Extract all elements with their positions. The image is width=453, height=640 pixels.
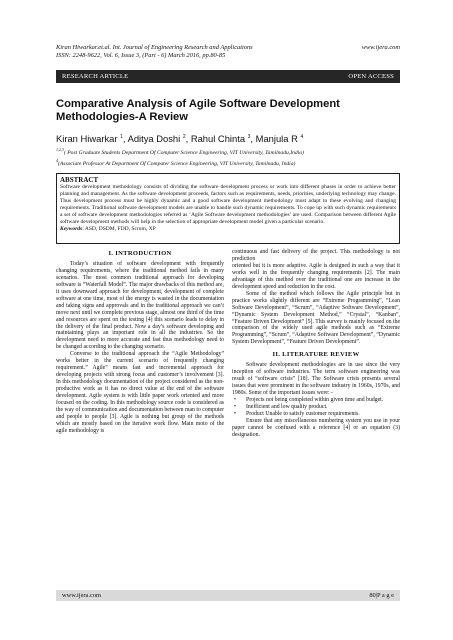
page-number: 80|P a g e (369, 592, 394, 599)
abstract-text: Software development methodology consists of dividing the software development process or work into different phases in order to achieve better planning and management. As the software development proceeds, factors such as requirements, needs, priorities, underlying technology may change. Thus development process must be highly dynamic and a good software development methodology must adapt to these evolving and changing requirements. Traditional software development models are unable to handle such dynamic requirements. To cope up with such dynamic requirements a set of software development methodologies referred as ‘Agile Software development methodologies’ are used. Comparison between different Agile software development methods will help in the selection of appropriate development model given a particular scenario. (60, 184, 396, 225)
footer-website: www.ijera.com (62, 592, 101, 599)
keywords-text: : ASD, DSDM, FDD, Scrum, XP (82, 226, 156, 232)
body-paragraph: Today’s situation of software development with frequently changing requirements, where the traditional method fails in many scenarios. The most common traditional approach for developing software is “Waterfall Model”. The major drawbacks of this method are, it uses downward approach for development, development of complete software at one time, most of the energy is wasted in the documentation and taking signs and approvals and in the traditional approach we can’t move next until we complete previous stage, almost one third of the time and resources are spent on the testing [4] this scenario leads to delay in the delivery of the final product. Now a day’s software developing and maintaining plays an important role in all the industries. So the development need to more accurate and fast thus methodology need to be changed according to the changing scenario. (56, 260, 224, 351)
paper-title: Comparative Analysis of Agile Software Development Methodologies-A Review (56, 98, 340, 124)
body-paragraph: Software development methodologies are in use since the very inception of software industries. The term software engineering was result of “software crisis” [18]. The Software crisis presents several issues that were prominent in the software industry in 1960s, 1970s, and 1980s. Some of the important issues were: - (232, 362, 400, 397)
keywords-label: Keywords (60, 226, 83, 232)
section-heading-literature-review: II. LITERATURE REVIEW (272, 351, 360, 359)
abstract-heading: ABSTRACT (60, 176, 99, 184)
left-column (56, 249, 224, 435)
author-name: Kiran Hiwarkar (56, 133, 118, 144)
bullet-item: • Product Unable to satisfy customer requirements. (232, 411, 400, 418)
section-heading-introduction: I. INTRODUCTION (108, 250, 172, 257)
affiliation: (Associate Professor At Department Of Computer Science Engineering, VIT University, Tamilnadu, India) (58, 160, 296, 167)
keywords-line (60, 226, 396, 233)
page-header (56, 44, 400, 59)
body-paragraph: oriented but it is more adaptive. Agile is designed in such a way that it works well in the frequently changing requirements [2]. The main advantage of this method over the traditional one are increase in the development speed and reduction in the cost. (232, 262, 400, 290)
bullet-item: • Inefficient and low quality product. (232, 404, 400, 411)
affiliation: ( Post Graduate Students Department Of Computer Science Engineering, VIT University, Tamilnadu,India) (64, 149, 304, 156)
journal-website: www.ijera.com (361, 44, 400, 51)
journal-citation: Kiran Hiwarkar.et.al. Int. Journal of Engineering Research and Applications (56, 44, 253, 51)
abstract-box (56, 173, 400, 244)
body-paragraph: continuous and fast delivery of the project. This methodology is not prediction (232, 249, 400, 262)
issn-line: ISSN: 2248-9622, Vol. 6, Issue 3, (Part - 6) March 2016, pp.80-85 (56, 51, 226, 59)
article-type-band (56, 70, 400, 83)
research-article-label: RESEARCH ARTICLE (62, 73, 129, 80)
body-paragraph: Ensure that any miscellaneous numbering system you use in your paper cannot be confused with a reference [4] or an equation (3) designation. (232, 417, 400, 438)
author-name: Manjula R (255, 133, 298, 144)
page-footer (56, 590, 400, 601)
author-name: Rahul Chinta (190, 133, 246, 144)
author-list: Kiran Hiwarkar $^1$, Aditya Doshi $^2$, Rahul Chinta $^3$, Manjula R $^4$ (56, 133, 304, 144)
open-access-label: OPEN ACCESS (348, 73, 394, 80)
author-name: Aditya Doshi (127, 133, 181, 144)
bullet-item: • Projects not being completed within given time and budget. (232, 397, 400, 404)
right-column (232, 249, 400, 439)
body-paragraph: Some of the method which follows the Agile principle but in practice works slightly different are “Extreme Programming”, “Lean Software Development”, “Scrum”, “Adaptive Software Development”, “Dynamic System Development Method,” “Crystal”, “Kanban”, “Feature Driven Development” [5]. This survey is mainly focused on the comparison of the widely used agile methods such as “Extreme Programming”, “Scrum”, “Adaptive Software Development”, “Dynamic System Development”, “Feature Driven Development”. (232, 290, 400, 346)
body-paragraph: Converse to the traditional approach the “Agile Methodology” works better in the current scenario of frequently changing requirement.” Agile” means fast and incremental approach for developing projects with strong focus and customer’s involvement [3]. In this methodology documentation of the project considered as the non-productive work as it has no direct value at the end of the software development. Agile system is with little paper work oriented and more focused on the coding. In this methodology source code is considered as the way of communication and documentation between man to computer and people to people [3]. Agile is nothing but group of the methods which are mostly based on the iterative work flow. Main moto of the agile methodology is (56, 351, 224, 434)
affiliations: $^{1,2,3}$( Post Graduate Students Department Of Computer Science Engineering, VIT University, Tamilnadu,India) $^4$(Associate Professor At Department Of Computer Science Engineering, VIT University, Tamilnadu, India) (56, 147, 304, 167)
